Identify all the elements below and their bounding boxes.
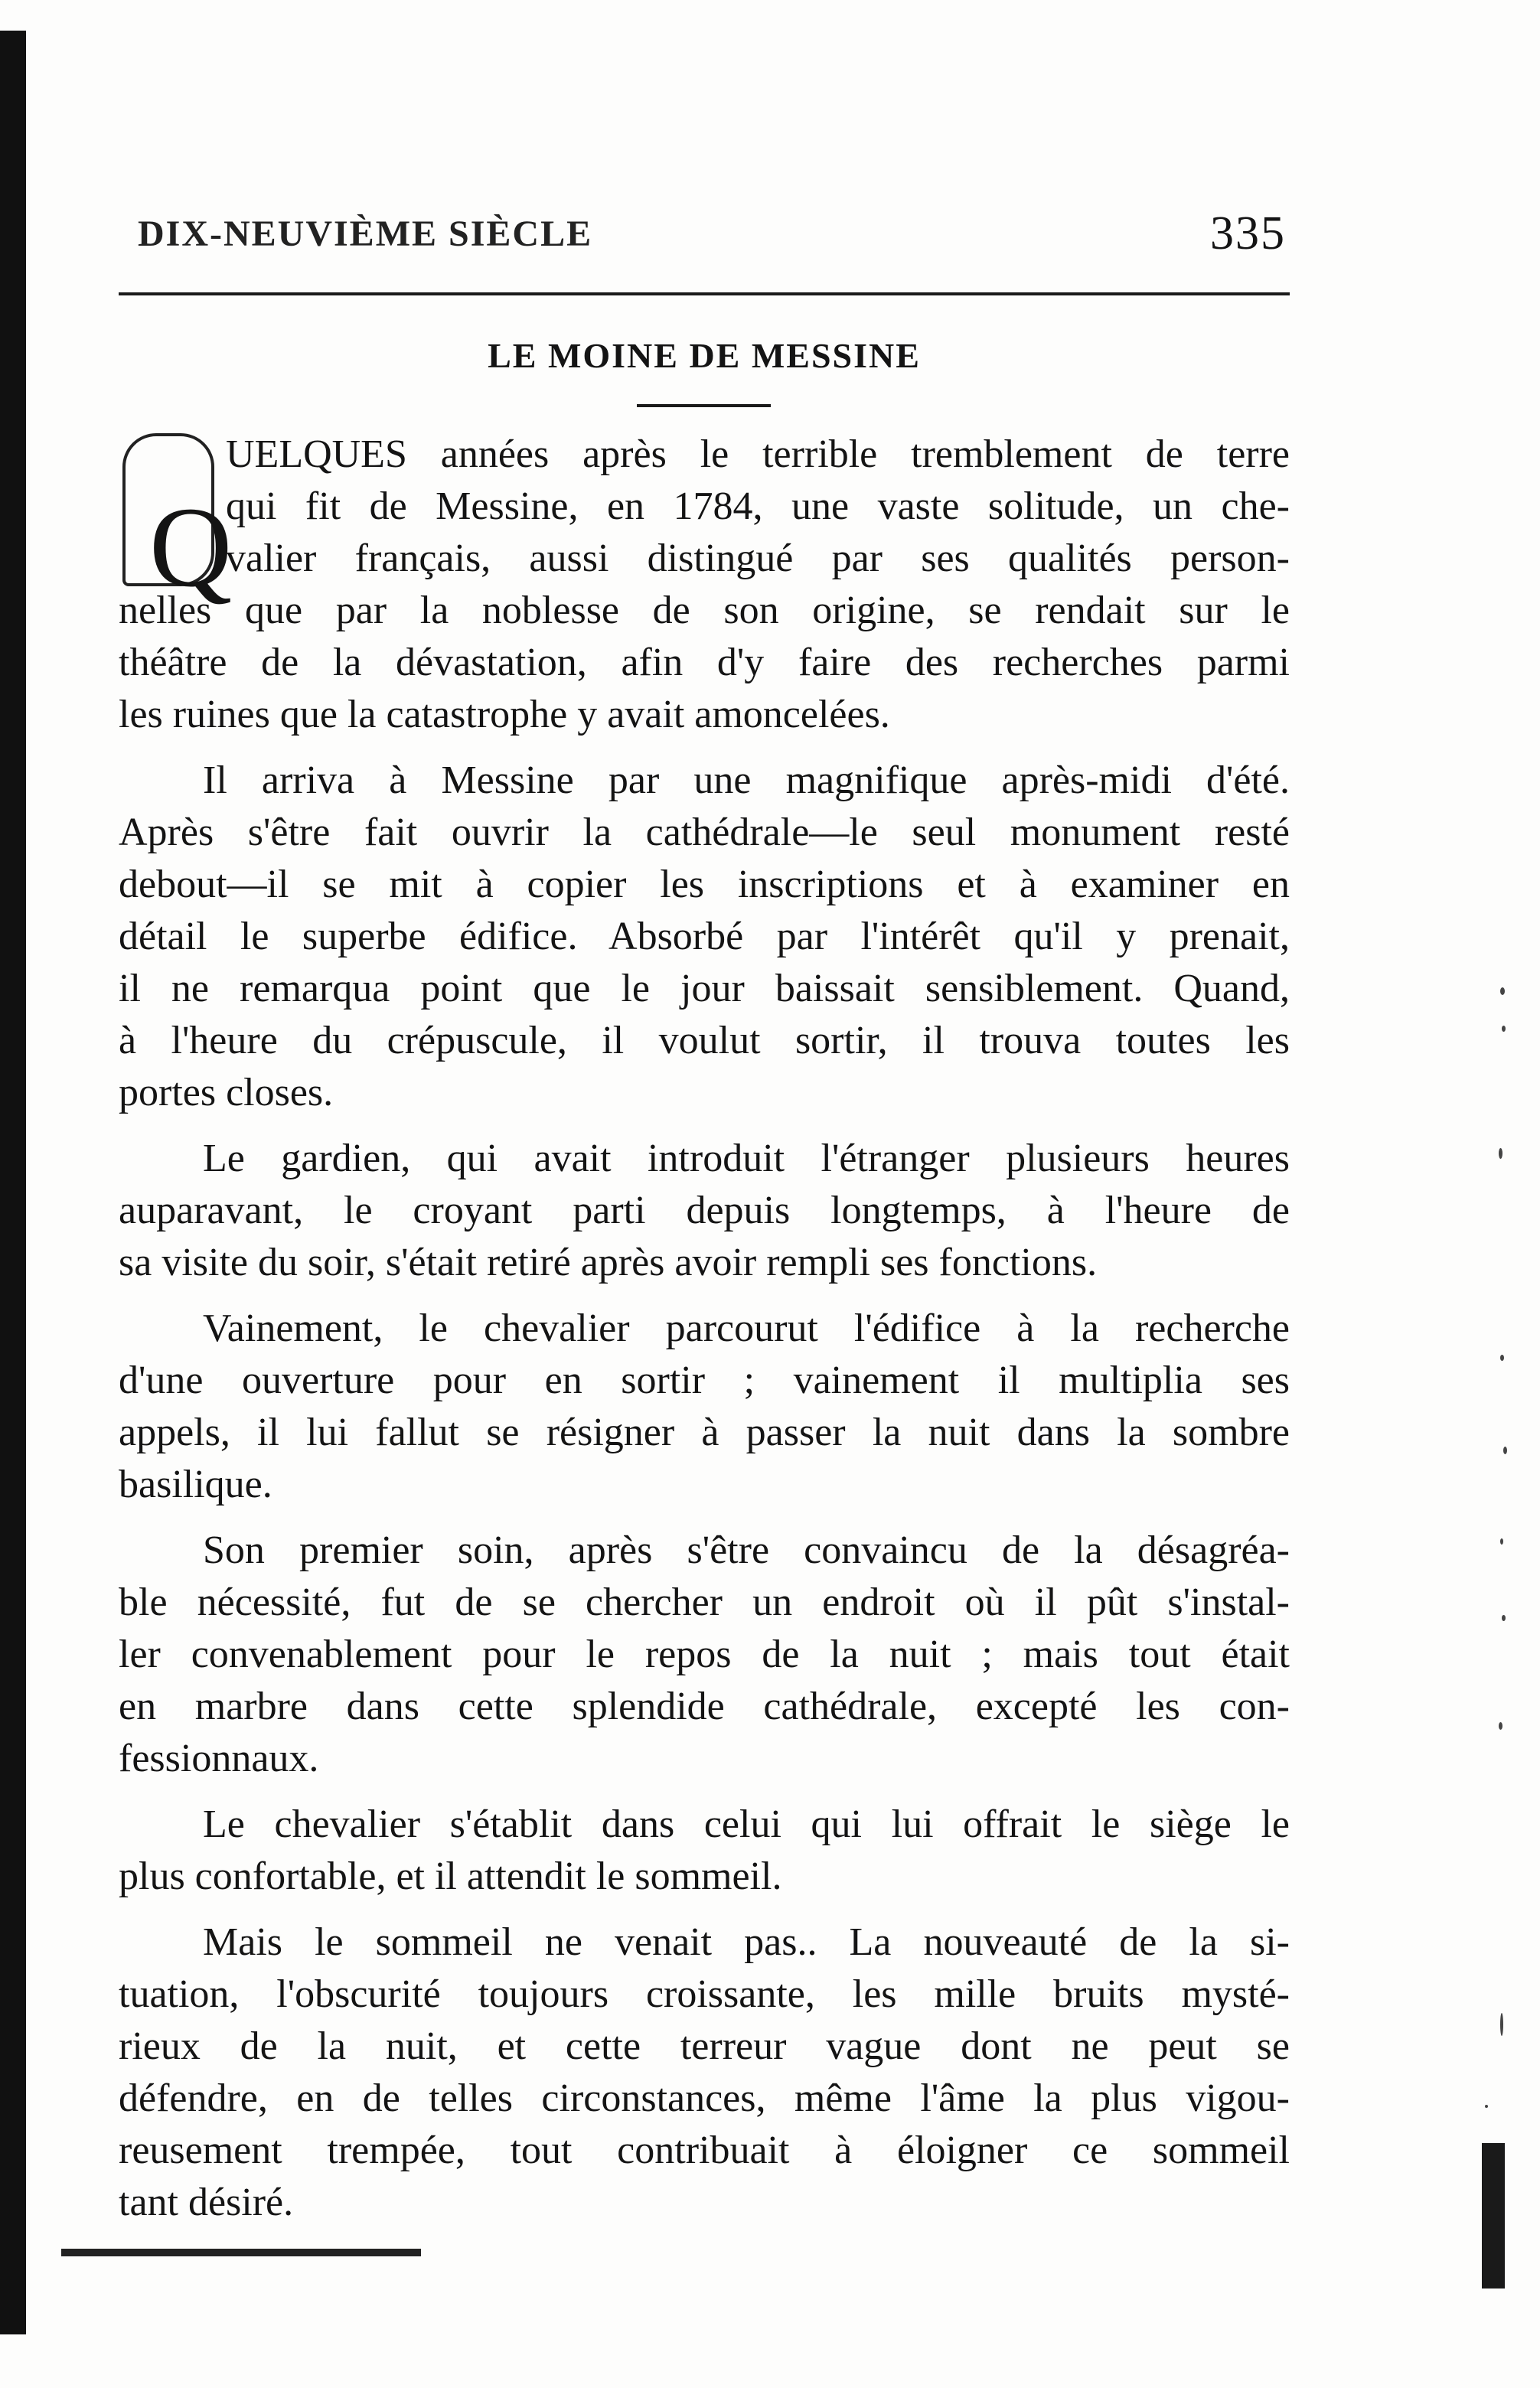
text-line: Après s'être fait ouvrir la cathédrale—le seul monument resté — [119, 811, 1290, 854]
paragraph — [119, 755, 1290, 1119]
paragraph — [119, 1303, 1290, 1511]
paragraph — [119, 1917, 1290, 2229]
text-line: rieux de la nuit, et cette terreur vague dont ne peut se — [119, 2024, 1290, 2068]
text-line: à l'heure du crépuscule, il voulut sortir, il trouva toutes les — [119, 1019, 1290, 1062]
text-line: Son premier soin, après s'être convaincu de la désagréa- — [203, 1528, 1290, 1572]
text-line: défendre, en de telles circonstances, même l'âme la plus vigou- — [119, 2076, 1290, 2120]
text-line: UELQUES années après le terrible tremblement de terre — [226, 432, 1290, 476]
scan-specks — [1454, 957, 1531, 2220]
text-line: il ne remarqua point que le jour baissait sensiblement. Quand, — [119, 967, 1290, 1010]
text-line: Le chevalier s'établit dans celui qui lui offrait le siège le — [203, 1802, 1290, 1846]
body-text — [119, 429, 1290, 2243]
paragraph — [119, 1799, 1290, 1903]
scan-bottom-edge — [61, 2249, 421, 2256]
text-line: fessionnaux. — [119, 1737, 319, 1780]
text-line: appels, il lui fallut se résigner à passer la nuit dans la sombre — [119, 1411, 1290, 1454]
text-line: Mais le sommeil ne venait pas.. La nouveauté de la si- — [203, 1920, 1290, 1964]
page-header — [115, 207, 1286, 268]
drop-cap-letter: Q — [149, 484, 233, 611]
text-line: ble nécessité, fut de se chercher un endroit où il pût s'instal- — [119, 1581, 1290, 1624]
running-title: DIX-NEUVIÈME SIÈCLE — [138, 214, 593, 254]
text-line: Vainement, le chevalier parcourut l'édifice à la recherche — [203, 1307, 1290, 1350]
text-line: plus confortable, et il attendit le sommeil. — [119, 1855, 782, 1898]
text-line: ler convenablement pour le repos de la nuit ; mais tout était — [119, 1633, 1290, 1676]
title-rule — [637, 404, 771, 407]
header-rule — [119, 292, 1290, 295]
text-line: nelles que par la noblesse de son origine, se rendait sur le — [119, 589, 1290, 632]
paragraph — [119, 1525, 1290, 1785]
text-line: d'une ouverture pour en sortir ; vainement il multiplia ses — [119, 1359, 1290, 1402]
text-line: sa visite du soir, s'était retiré après avoir rempli ses fonctions. — [119, 1241, 1098, 1284]
text-line: tuation, l'obscurité toujours croissante, les mille bruits mysté- — [119, 1972, 1290, 2016]
page-number: 335 — [1210, 207, 1286, 259]
text-line: théâtre de la dévastation, afin d'y faire des recherches parmi — [119, 641, 1290, 684]
chapter-title: LE MOINE DE MESSINE — [488, 336, 921, 375]
paragraph — [119, 429, 1290, 741]
text-line: auparavant, le croyant parti depuis longtemps, à l'heure de — [119, 1189, 1290, 1232]
text-line: debout—il se mit à copier les inscriptions et à examiner en — [119, 863, 1290, 906]
text-line: tant désiré. — [119, 2181, 294, 2224]
text-line: Il arriva à Messine par une magnifique après-midi d'été. — [203, 758, 1290, 802]
text-line: valier français, aussi distingué par ses qualités person- — [226, 537, 1290, 580]
text-line: détail le superbe édifice. Absorbé par l'intérêt qu'il y prenait, — [119, 915, 1290, 958]
text-line: les ruines que la catastrophe y avait amoncelées. — [119, 693, 890, 736]
text-line: Le gardien, qui avait introduit l'étranger plusieurs heures — [203, 1137, 1290, 1180]
paragraph — [119, 1133, 1290, 1289]
text-line: reusement trempée, tout contribuait à éloigner ce sommeil — [119, 2129, 1290, 2172]
text-line: basilique. — [119, 1463, 272, 1506]
scan-margin-edge — [0, 31, 26, 2334]
text-line: en marbre dans cette splendide cathédrale, excepté les con- — [119, 1685, 1290, 1728]
text-line: qui fit de Messine, en 1784, une vaste solitude, un che- — [226, 484, 1290, 528]
text-line: portes closes. — [119, 1071, 334, 1114]
scan-edge-blot — [1482, 2143, 1505, 2288]
